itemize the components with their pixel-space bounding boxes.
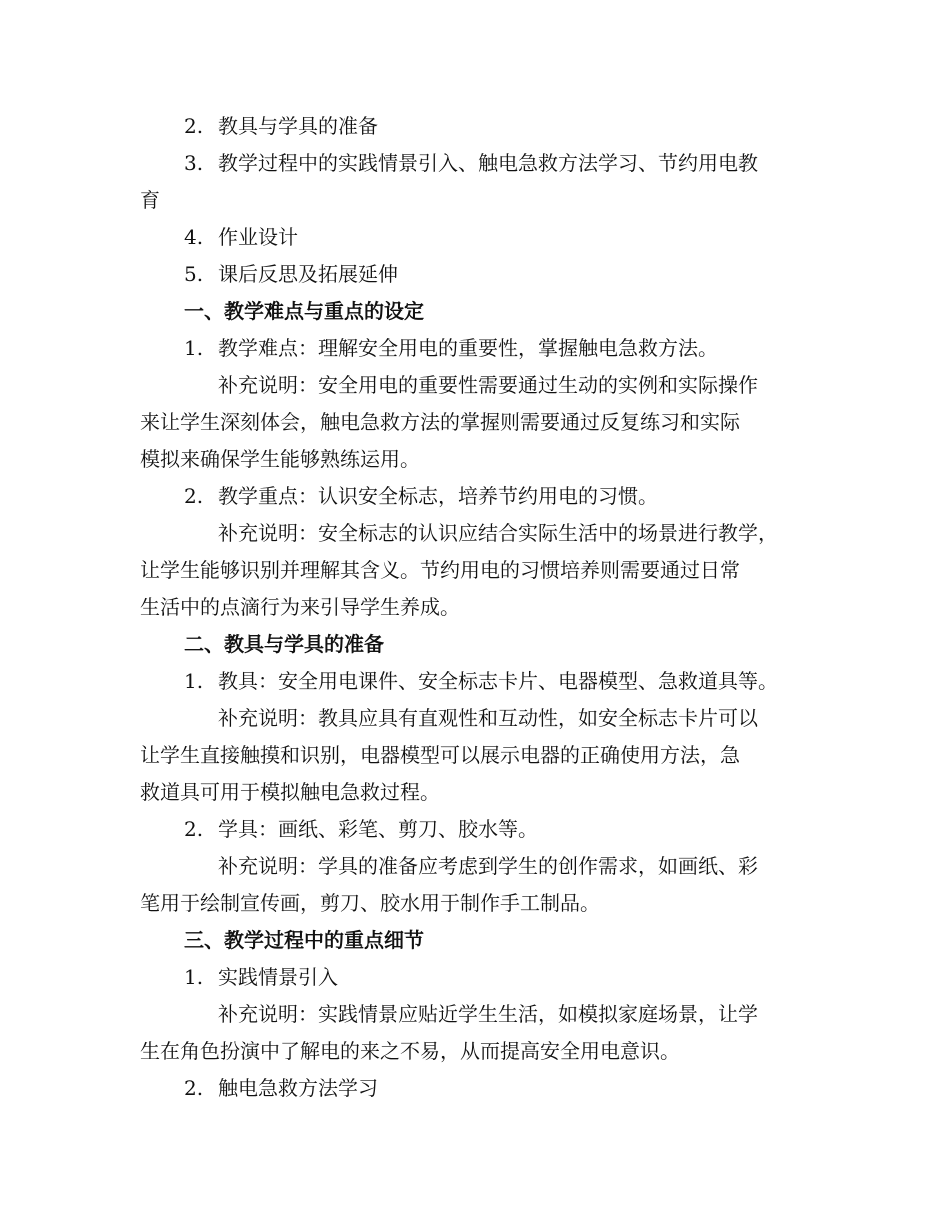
outline-item [184,261,398,287]
note-line: 救道具可用于模拟触电急救过程。 [140,780,440,804]
note-line: 模拟来确保学生能够熟练运用。 [140,447,420,471]
outline-item-continuation: 育 [140,188,160,212]
outline-item-text: 课后反思及拓展延伸 [218,262,398,286]
note-line: 补充说明：安全用电的重要性需要通过生动的实例和实际操作 [218,373,758,397]
outline-item [184,150,758,176]
list-item-number: 2. [184,484,204,508]
list-item-number: 1. [184,336,204,360]
note-line: 让学生能够识别并理解其含义。节约用电的习惯培养则需要通过日常 [140,558,740,582]
list-item-text: 教学难点：理解安全用电的重要性，掌握触电急救方法。 [218,336,718,360]
list-item-number: 1. [184,965,204,989]
note-line: 笔用于绘制宣传画，剪刀、胶水用于制作手工制品。 [140,891,600,915]
note-line: 生活中的点滴行为来引导学生养成。 [140,595,460,619]
outline-item-text: 作业设计 [218,225,298,249]
note-line: 来让学生深刻体会，触电急救方法的掌握则需要通过反复练习和实际 [140,410,740,434]
list-item [184,335,718,361]
list-item-text: 教具：安全用电课件、安全标志卡片、电器模型、急救道具等。 [218,669,778,693]
outline-item-number: 2. [184,114,204,138]
note-line: 补充说明：实践情景应贴近学生生活，如模拟家庭场景，让学 [218,1002,758,1026]
list-item [184,483,658,509]
note-line: 补充说明：教具应具有直观性和互动性，如安全标志卡片可以 [218,706,758,730]
list-item-number: 1. [184,669,204,693]
note-line: 让学生直接触摸和识别，电器模型可以展示电器的正确使用方法，急 [140,743,740,767]
outline-item [184,224,298,250]
list-item [184,668,778,694]
outline-item-text: 教具与学具的准备 [218,114,378,138]
section-heading: 一、教学难点与重点的设定 [184,299,424,323]
outline-item-number: 3. [184,151,204,175]
list-item-text: 学具：画纸、彩笔、剪刀、胶水等。 [218,817,538,841]
list-item [184,1075,378,1101]
note-line: 生在角色扮演中了解电的来之不易，从而提高安全用电意识。 [140,1039,680,1063]
list-item-text: 实践情景引入 [218,965,338,989]
list-item-text: 触电急救方法学习 [218,1076,378,1100]
list-item [184,964,338,990]
list-item [184,816,538,842]
outline-item-number: 5. [184,262,204,286]
outline-item-text: 教学过程中的实践情景引入、触电急救方法学习、节约用电教 [218,151,758,175]
list-item-number: 2. [184,817,204,841]
list-item-text: 教学重点：认识安全标志，培养节约用电的习惯。 [218,484,658,508]
outline-item-number: 4. [184,225,204,249]
outline-item [184,113,378,139]
section-heading: 三、教学过程中的重点细节 [184,928,424,952]
note-line: 补充说明：学具的准备应考虑到学生的创作需求，如画纸、彩 [218,854,758,878]
note-line: 补充说明：安全标志的认识应结合实际生活中的场景进行教学， [218,521,778,545]
list-item-number: 2. [184,1076,204,1100]
section-heading: 二、教具与学具的准备 [184,632,384,656]
